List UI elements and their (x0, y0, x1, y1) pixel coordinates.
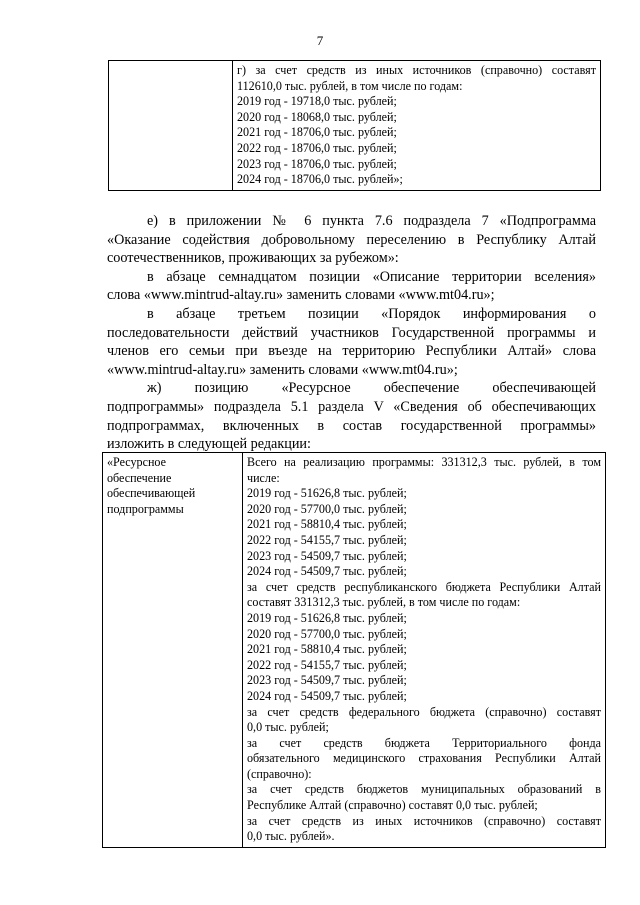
table-line: Всего на реализацию программы: 331312,3 тыс. рублей, в том (247, 455, 601, 469)
table-line: (справочно): (247, 766, 312, 781)
table-line: 2022 год - 54155,7 тыс. рублей; (247, 657, 407, 672)
table-line: 2020 год - 18068,0 тыс. рублей; (237, 109, 397, 124)
table-line: 112610,0 тыс. рублей, в том числе по годам: (237, 78, 463, 93)
table-line: 2024 год - 54509,7 тыс. рублей; (247, 688, 407, 703)
table-line: обеспечение (107, 470, 172, 485)
table-left-cell (109, 61, 233, 191)
table-line: 2019 год - 19718,0 тыс. рублей; (237, 94, 397, 109)
table-line: за счет средств республиканского бюджета Республики Алтай (247, 579, 601, 594)
table-line: 2022 год - 18706,0 тыс. рублей; (237, 140, 397, 155)
amendment-text (107, 212, 596, 454)
table-line: обязательного медицинского страхования Республики Алтай (247, 751, 601, 766)
table-right-cell (233, 61, 601, 191)
paragraph-line: соотечественников, проживающих за рубежом»: (107, 250, 399, 267)
paragraph-line: слова «www.mintrud-altay.ru» заменить словами «www.mt04.ru»; (107, 287, 495, 304)
table-line: Республике Алтай (справочно) составят 0,0 тыс. рублей; (247, 798, 538, 813)
page-number: 7 (316, 33, 324, 48)
table-line: 2024 год - 54509,7 тыс. рублей; (247, 564, 407, 579)
table-line: 0,0 тыс. рублей; (247, 720, 329, 735)
table-line: подпрограммы (107, 501, 184, 516)
table-line: 2019 год - 51626,8 тыс. рублей; (247, 610, 407, 625)
paragraph-line: изложить в следующей редакции: (107, 436, 311, 453)
table-right-cell (243, 453, 606, 848)
table-line: за счет средств из иных источников (справочно) составят (247, 813, 601, 828)
table-line: за счет средств бюджетов муниципальных образований в (247, 782, 601, 797)
table-line: 2021 год - 58810,4 тыс. рублей; (247, 642, 407, 657)
table-line: 0,0 тыс. рублей». (247, 829, 335, 844)
table-line: 2021 год - 58810,4 тыс. рублей; (247, 517, 407, 532)
table-line: составят 331312,3 тыс. рублей, в том числе по годам: (247, 595, 521, 610)
paragraph-line: подпрограммы» подраздела 5.1 раздела V «Сведения об обеспечивающих (107, 398, 596, 415)
table-left-cell (103, 453, 243, 848)
paragraph-line: в абзаце третьем позиции «Порядок информирования о (147, 305, 596, 322)
paragraph-line: подпрограммах, включенных в состав государственной программы» (107, 417, 596, 434)
table-line: числе: (247, 470, 280, 485)
resource-provision-table (102, 452, 606, 848)
table-line: г) за счет средств из иных источников (справочно) составят (237, 63, 596, 77)
table-line: «Ресурсное (107, 455, 166, 469)
table-line: 2022 год - 54155,7 тыс. рублей; (247, 532, 407, 547)
funding-table-top (108, 60, 601, 191)
paragraph-line: членов его семьи при въезде на территорию Республики Алтай» слова (107, 343, 596, 360)
table-line: 2019 год - 51626,8 тыс. рублей; (247, 486, 407, 501)
table-line: 2020 год - 57700,0 тыс. рублей; (247, 501, 407, 516)
paragraph-line: в абзаце семнадцатом позиции «Описание территории вселения» (147, 268, 596, 285)
table-row (109, 61, 601, 191)
table-line: 2023 год - 18706,0 тыс. рублей; (237, 156, 397, 171)
paragraph-line: последовательности действий участников Государственной программы и (107, 324, 596, 341)
table-line: 2023 год - 54509,7 тыс. рублей; (247, 673, 407, 688)
table-row (103, 453, 606, 848)
table-line: обеспечивающей (107, 486, 196, 501)
table-line: за счет средств бюджета Территориального фонда (247, 735, 601, 750)
paragraph-line: «www.mintrud-altay.ru» заменить словами «www.mt04.ru»; (107, 361, 458, 378)
table-line: 2021 год - 18706,0 тыс. рублей; (237, 125, 397, 140)
paragraph-line: ж) позицию «Ресурсное обеспечение обеспечивающей (147, 380, 596, 397)
table-line: 2020 год - 57700,0 тыс. рублей; (247, 626, 407, 641)
paragraph-line: «Оказание содействия добровольному переселению в Республику Алтай (107, 231, 596, 248)
table-line: 2023 год - 54509,7 тыс. рублей; (247, 548, 407, 563)
table-line: 2024 год - 18706,0 тыс. рублей»; (237, 172, 403, 187)
paragraph-line: е) в приложении № 6 пункта 7.6 подраздела 7 «Подпрограмма (147, 213, 596, 229)
table-line: за счет средств федерального бюджета (справочно) составят (247, 704, 601, 719)
